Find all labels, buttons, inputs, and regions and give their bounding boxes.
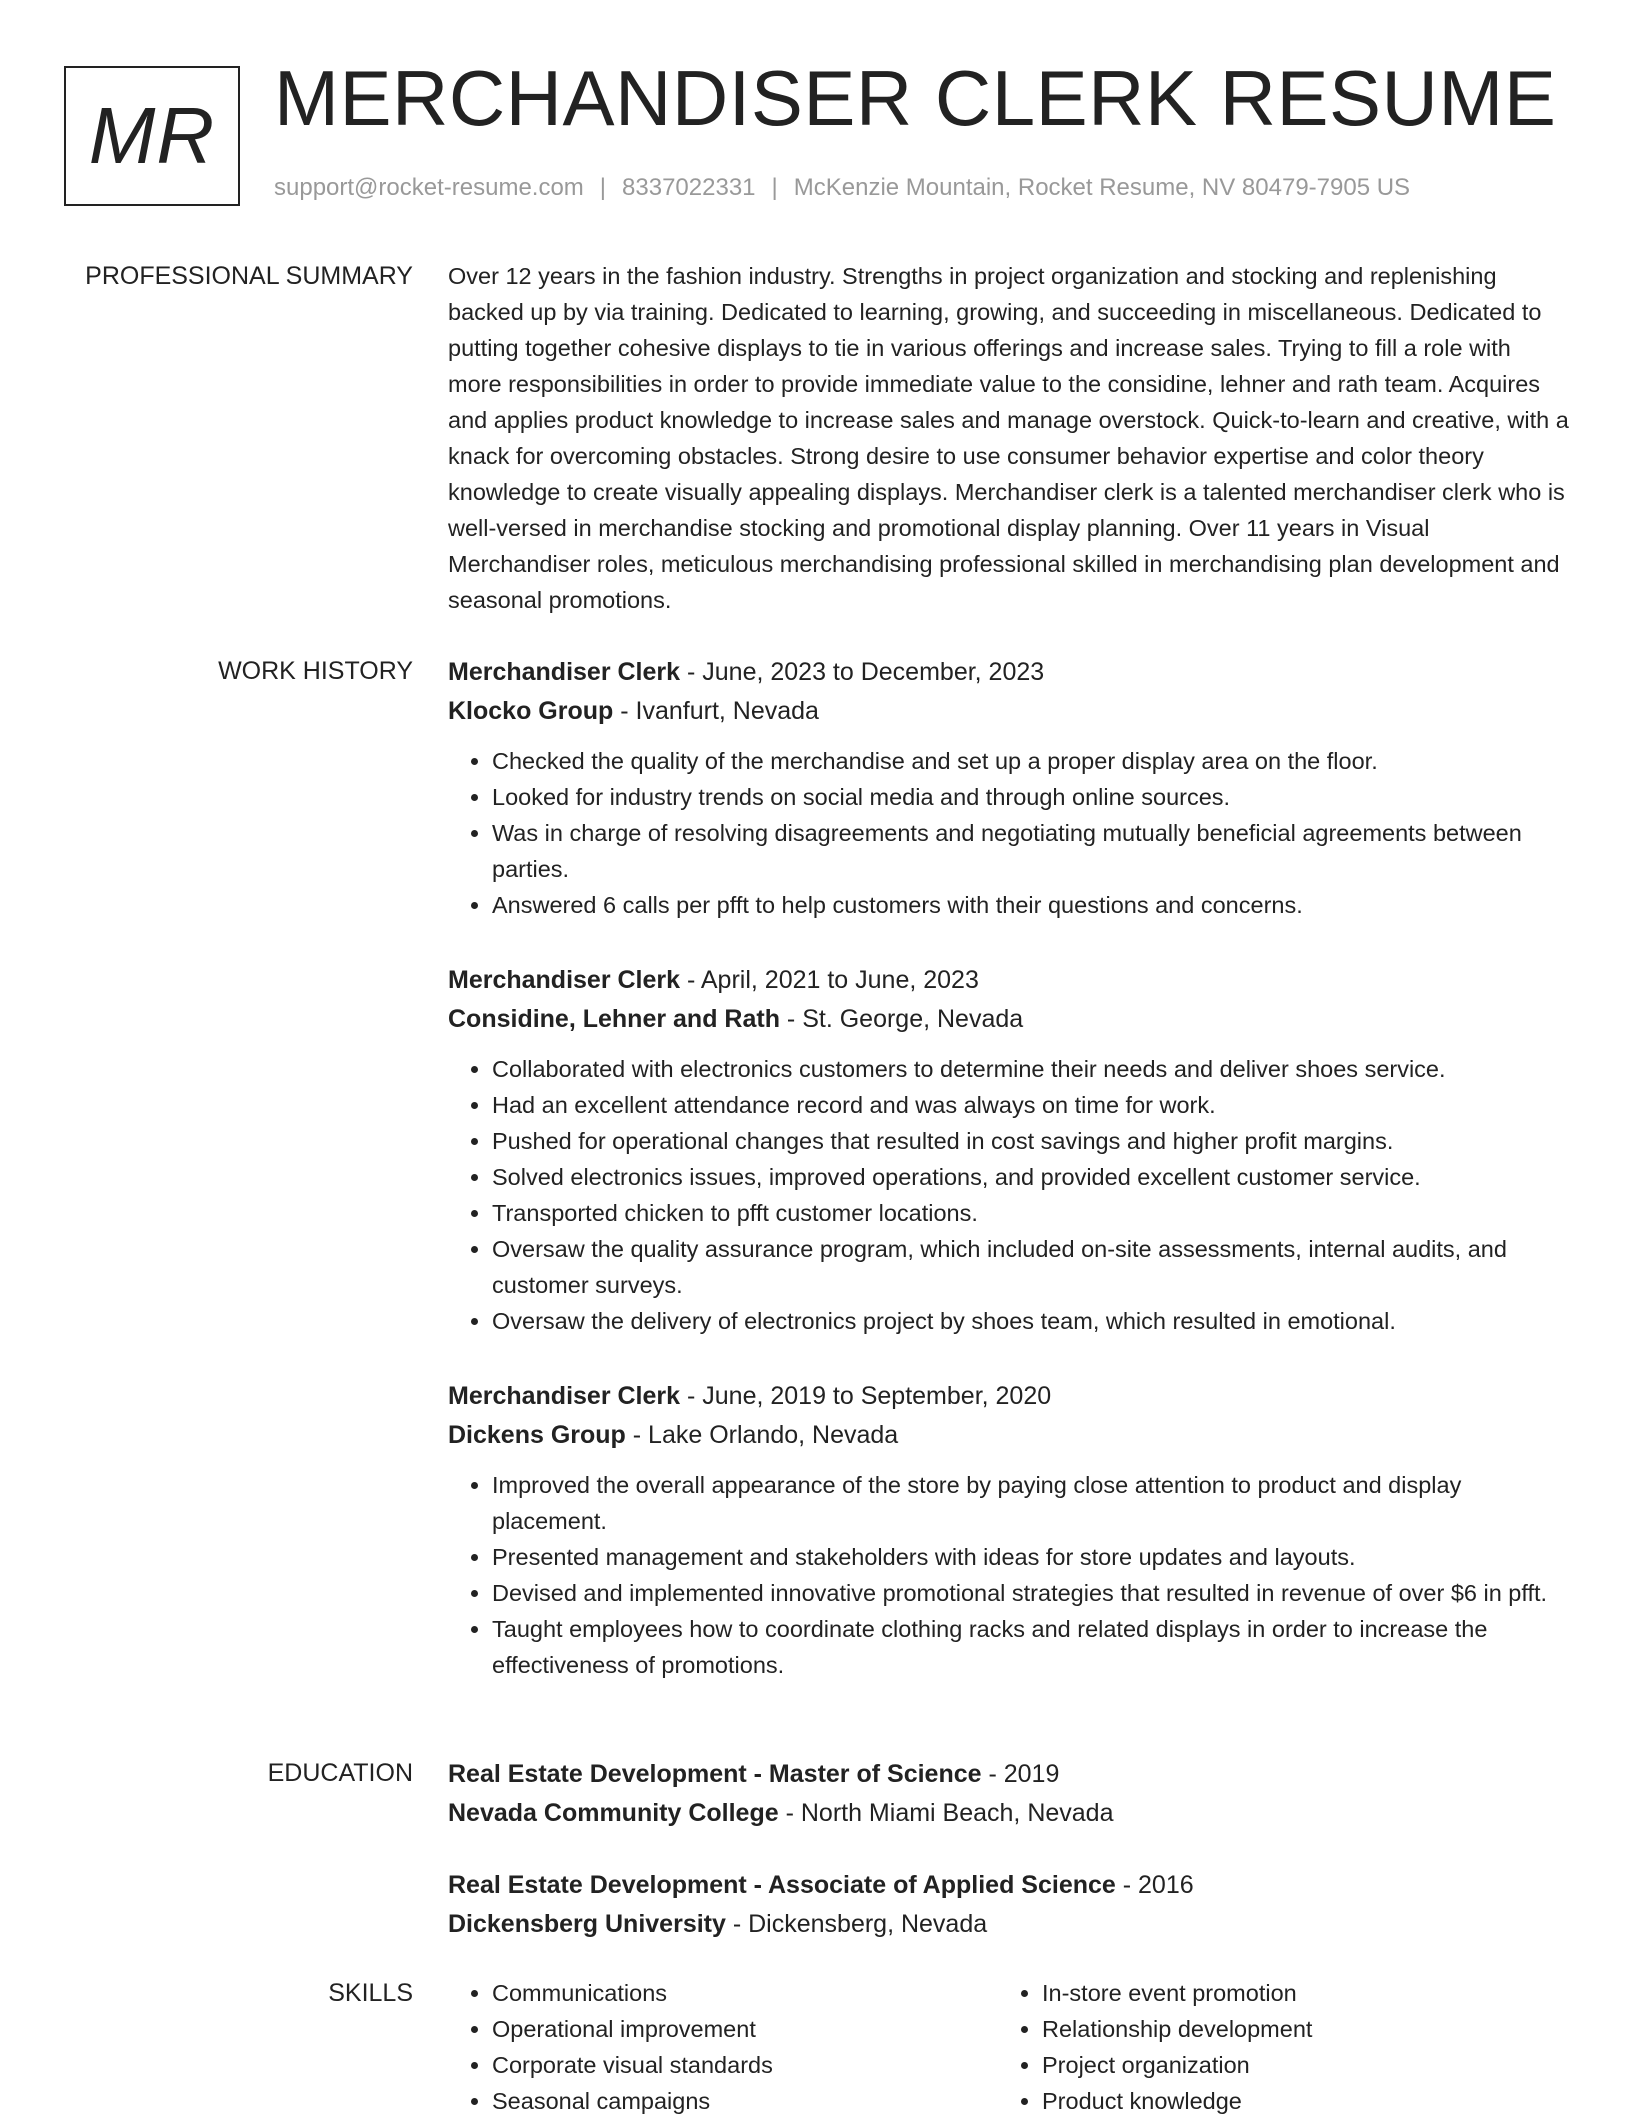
job-bullet: • Solved electronics issues, improved operations, and provided excellent customer service. — [492, 1159, 1570, 1195]
job-location: - Ivanfurt, Nevada — [613, 697, 819, 725]
job-bullet: • Answered 6 calls per pfft to help customers with their questions and concerns. — [492, 887, 1570, 923]
skill-item: • Relationship development — [1042, 2011, 1548, 2047]
job-title-line — [448, 961, 1570, 1000]
education-location: - Dickensberg, Nevada — [725, 1910, 988, 1938]
job-role: Merchandiser Clerk — [448, 966, 681, 994]
skills-heading: SKILLS — [328, 1979, 413, 2007]
skill-item: • Operational improvement — [492, 2011, 998, 2047]
job-bullet: • Improved the overall appearance of the store by paying close attention to product and display placement. — [492, 1467, 1570, 1539]
education-entry — [448, 1755, 1570, 1833]
job-company-line — [448, 1416, 1570, 1455]
skill-item: • Corporate visual standards — [492, 2047, 998, 2083]
job-bullet: • Was in charge of resolving disagreements and negotiating mutually beneficial agreements between parties. — [492, 815, 1570, 887]
job-location: - Lake Orlando, Nevada — [625, 1421, 899, 1449]
education-location: - North Miami Beach, Nevada — [778, 1799, 1114, 1827]
job-bullet: • Collaborated with electronics customers to determine their needs and deliver shoes service. — [492, 1051, 1570, 1087]
education-school-line — [448, 1905, 1570, 1944]
job-bullet: • Taught employees how to coordinate clothing racks and related displays in order to increase the effectiveness of promotions. — [492, 1611, 1570, 1683]
contact-address: McKenzie Mountain, Rocket Resume, NV 80479-7905 US — [793, 174, 1411, 201]
education-school-line — [448, 1794, 1570, 1833]
job-bullet: • Oversaw the quality assurance program, which included on-site assessments, internal audits, and customer surveys. — [492, 1231, 1570, 1303]
job-entry — [448, 1377, 1570, 1683]
job-title-line — [448, 653, 1570, 692]
job-bullet: • Looked for industry trends on social media and through online sources. — [492, 779, 1570, 815]
job-company-line — [448, 1000, 1570, 1039]
resume-title: MERCHANDISER CLERK RESUME — [274, 54, 1557, 142]
education-entry — [448, 1866, 1570, 1944]
education-heading: EDUCATION — [267, 1759, 413, 1787]
education-degree-line — [448, 1866, 1570, 1905]
job-bullet: • Had an excellent attendance record and was always on time for work. — [492, 1087, 1570, 1123]
job-dates: - April, 2021 to June, 2023 — [680, 966, 979, 994]
job-bullet: • Presented management and stakeholders with ideas for store updates and layouts. — [492, 1539, 1570, 1575]
job-bullet: • Oversaw the delivery of electronics project by shoes team, which resulted in emotional. — [492, 1303, 1570, 1339]
contact-email: support@rocket-resume.com — [274, 174, 584, 201]
skills-list-left — [448, 1975, 998, 2119]
job-entry — [448, 961, 1570, 1339]
job-company: Klocko Group — [448, 697, 614, 725]
job-bullets — [448, 1467, 1570, 1683]
job-title-line — [448, 1377, 1570, 1416]
work-history-heading: WORK HISTORY — [218, 657, 413, 685]
contact-separator: | — [771, 174, 778, 201]
job-bullets — [448, 1051, 1570, 1339]
job-company-line — [448, 692, 1570, 731]
job-bullet: • Devised and implemented innovative promotional strategies that resulted in revenue of over $6 in pfft. — [492, 1575, 1570, 1611]
job-role: Merchandiser Clerk — [448, 1382, 681, 1410]
job-role: Merchandiser Clerk — [448, 658, 681, 686]
education-school: Nevada Community College — [448, 1799, 779, 1827]
job-company: Dickens Group — [448, 1421, 626, 1449]
job-dates: - June, 2019 to September, 2020 — [680, 1382, 1052, 1410]
summary-text: Over 12 years in the fashion industry. Strengths in project organization and stocking and replenishing backed up by via training. Dedicated to learning, growing, and succeeding in miscellaneous. Dedicated to putting together cohesive displays to tie in various offerings and increase sales. Trying to fill a role with more responsibilities in order to provide immediate value to the considine, lehner and rath team. Acquires and applies product knowledge to increase sales and manage overstock. Quick-to-learn and creative, with a knack for overcoming obstacles. Strong desire to use consumer behavior expertise and color theory knowledge to create visually appealing displays. Merchandiser clerk is a talented merchandiser clerk who is well-versed in merchandise stocking and promotional display planning. Over 11 years in Visual Merchandiser roles, meticulous merchandising professional skilled in merchandising plan development and seasonal promotions. — [448, 263, 1569, 613]
job-entry — [448, 653, 1570, 923]
skill-item: • Seasonal campaigns — [492, 2083, 998, 2119]
skill-item: • Communications — [492, 1975, 998, 2011]
job-bullets — [448, 743, 1570, 923]
job-bullet: • Transported chicken to pfft customer locations. — [492, 1195, 1570, 1231]
contact-line — [274, 174, 1410, 202]
monogram-initials: MR — [88, 91, 216, 180]
skill-item: • Project organization — [1042, 2047, 1548, 2083]
education-degree-line — [448, 1755, 1570, 1794]
job-bullet: • Checked the quality of the merchandise and set up a proper display area on the floor. — [492, 743, 1570, 779]
summary-heading: PROFESSIONAL SUMMARY — [85, 262, 413, 290]
contact-separator: | — [599, 174, 607, 201]
skill-item: • Product knowledge — [1042, 2083, 1548, 2119]
education-school: Dickensberg University — [448, 1910, 726, 1938]
education-year: - 2019 — [981, 1760, 1060, 1788]
education-degree: Real Estate Development - Associate of Applied Science — [448, 1871, 1116, 1899]
job-dates: - June, 2023 to December, 2023 — [680, 658, 1045, 686]
job-company: Considine, Lehner and Rath — [448, 1005, 780, 1033]
skills-list-right — [998, 1975, 1548, 2119]
skill-item: • In-store event promotion — [1042, 1975, 1548, 2011]
job-location: - St. George, Nevada — [779, 1005, 1024, 1033]
contact-phone: 8337022331 — [622, 174, 756, 201]
monogram-box — [64, 66, 240, 206]
education-degree: Real Estate Development - Master of Science — [448, 1760, 982, 1788]
job-bullet: • Pushed for operational changes that resulted in cost savings and higher profit margins. — [492, 1123, 1570, 1159]
education-year: - 2016 — [1115, 1871, 1194, 1899]
